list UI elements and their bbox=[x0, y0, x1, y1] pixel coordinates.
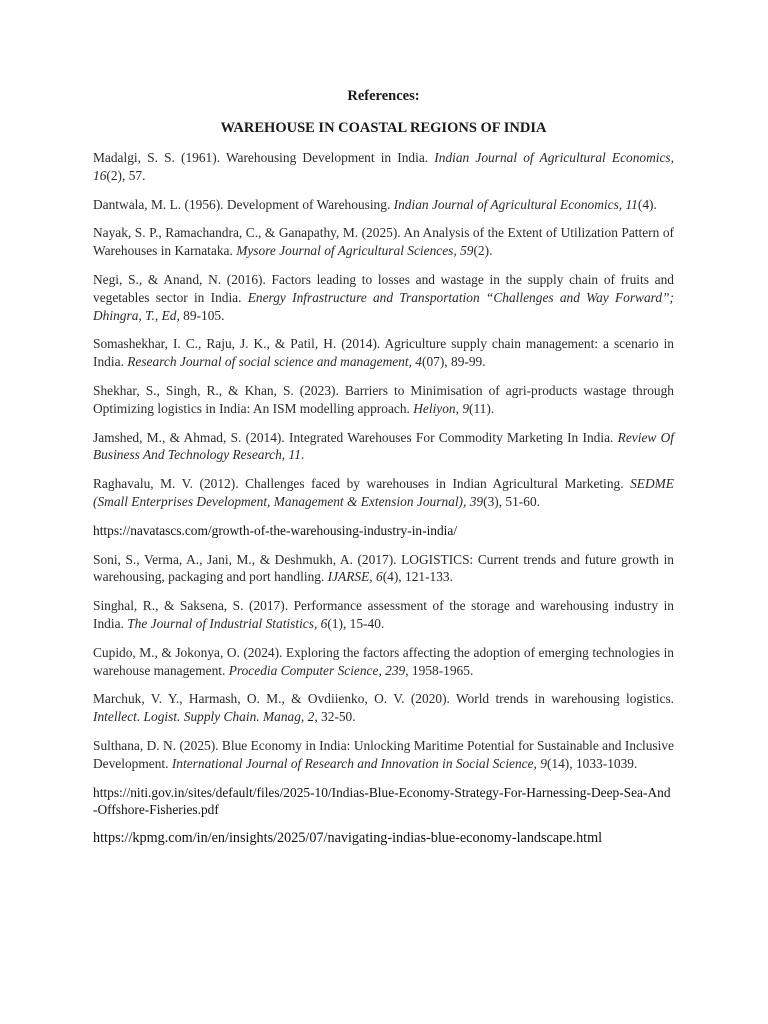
reference-details: 89-105. bbox=[179, 307, 225, 323]
reference-text: Singhal, R., & Saksena, S. (2017). Performance assessment of the storage and warehousing industry in India. bbox=[93, 598, 674, 631]
reference-details: , 1958-1965. bbox=[405, 662, 474, 678]
reference-item bbox=[93, 429, 674, 465]
reference-details: (1), 15-40. bbox=[327, 615, 385, 631]
reference-list bbox=[93, 149, 674, 848]
reference-item bbox=[93, 737, 674, 773]
reference-source: Research Journal of social science and management, 4 bbox=[127, 354, 422, 370]
reference-item bbox=[93, 149, 674, 185]
reference-item bbox=[93, 690, 674, 726]
reference-item bbox=[93, 551, 674, 587]
reference-details: . bbox=[300, 447, 305, 463]
reference-url: https://navatascs.com/growth-of-the-warehousing-industry-in-india/ bbox=[93, 522, 458, 538]
reference-text: Sulthana, D. N. (2025). Blue Economy in India: Unlocking Maritime Potential for Sustainable and Inclusive Development. bbox=[93, 737, 674, 771]
reference-details: (4). bbox=[637, 196, 657, 212]
reference-text: Shekhar, S., Singh, R., & Khan, S. (2023). Barriers to Minimisation of agri-products wastage through Optimizing logistics in India: An ISM modelling approach. bbox=[93, 382, 674, 416]
reference-text: Raghavalu, M. V. (2012). Challenges faced by warehouses in Indian Agricultural Marketing. bbox=[93, 476, 631, 492]
reference-source: Heliyon, 9 bbox=[413, 400, 470, 416]
reference-text: Jamshed, M., & Ahmad, S. (2014). Integrated Warehouses For Commodity Marketing In India. bbox=[93, 429, 618, 445]
reference-source: Indian Journal of Agricultural Economics, 11 bbox=[393, 196, 638, 212]
reference-item bbox=[93, 644, 674, 680]
reference-text: Somashekhar, I. C., Raju, J. K., & Patil, H. (2014). Agriculture supply chain management: a scenario in India. bbox=[93, 336, 674, 370]
reference-text: Cupido, M., & Jokonya, O. (2024). Exploring the factors affecting the adoption of emerging technologies in warehouse management. bbox=[93, 644, 674, 678]
reference-url: https://niti.gov.in/sites/default/files/2025-10/Indias-Blue-Economy-Strategy-For-Harnessing-Deep-Sea-And-Offshore-Fisheries.pdf bbox=[93, 784, 671, 818]
reference-source: The Journal of Industrial Statistics, 6 bbox=[127, 615, 328, 631]
reference-item bbox=[93, 271, 674, 324]
document-page bbox=[93, 87, 674, 859]
reference-item bbox=[93, 335, 674, 371]
reference-source: Intellect. Logist. Supply Chain. Manag, 2 bbox=[93, 709, 315, 725]
reference-url: https://kpmg.com/in/en/insights/2025/07/navigating-indias-blue-economy-landscape.html bbox=[93, 830, 603, 847]
document-title: WAREHOUSE IN COASTAL REGIONS OF INDIA bbox=[220, 120, 547, 136]
reference-item bbox=[93, 224, 674, 260]
reference-source: Mysore Journal of Agricultural Sciences, 59 bbox=[236, 243, 474, 259]
reference-source: Review Of Business And Technology Research, 11 bbox=[93, 429, 674, 463]
reference-details: (3), 51-60. bbox=[483, 493, 541, 509]
reference-details: (4), 121-133. bbox=[382, 569, 453, 585]
reference-details: (11). bbox=[469, 400, 495, 416]
reference-details: (2). bbox=[473, 243, 493, 259]
reference-source: Indian Journal of Agricultural Economics, 16 bbox=[93, 150, 674, 183]
reference-source: SEDME (Small Enterprises Development, Management & Extension Journal), 39 bbox=[93, 476, 674, 509]
reference-source: Energy Infrastructure and Transportation “Challenges and Way Forward”; Dhingra, T., Ed, bbox=[93, 289, 674, 323]
reference-source: Procedia Computer Science, 239 bbox=[228, 662, 406, 678]
reference-details: (14), 1033-1039. bbox=[546, 755, 638, 771]
reference-details: (2), 57. bbox=[106, 167, 146, 183]
reference-text: Soni, S., Verma, A., Jani, M., & Deshmukh, A. (2017). LOGISTICS: Current trends and future growth in warehousing, packaging and port handling. bbox=[93, 551, 674, 585]
reference-details: (07), 89-99. bbox=[422, 354, 486, 370]
reference-text: Marchuk, V. Y., Harmash, O. M., & Ovdiienko, O. V. (2020). World trends in warehousing logistics. bbox=[93, 691, 674, 707]
reference-details: , 32-50. bbox=[314, 709, 356, 725]
references-heading: References: bbox=[347, 88, 420, 104]
reference-source: IJARSE, 6 bbox=[327, 569, 383, 585]
reference-text: Nayak, S. P., Ramachandra, C., & Ganapathy, M. (2025). An Analysis of the Extent of Utilization Pattern of Warehouses in Karnataka. bbox=[93, 225, 674, 259]
reference-item bbox=[93, 597, 674, 633]
reference-text: Negi, S., & Anand, N. (2016). Factors leading to losses and wastage in the supply chain of fruits and vegetables sector in India. bbox=[93, 271, 674, 305]
reference-source: International Journal of Research and Innovation in Social Science, 9 bbox=[171, 755, 547, 771]
reference-text: Dantwala, M. L. (1956). Development of Warehousing. bbox=[93, 196, 394, 212]
reference-text: Madalgi, S. S. (1961). Warehousing Development in India. bbox=[93, 150, 435, 165]
reference-item bbox=[93, 196, 674, 214]
reference-item bbox=[93, 382, 674, 418]
reference-item bbox=[93, 475, 674, 511]
